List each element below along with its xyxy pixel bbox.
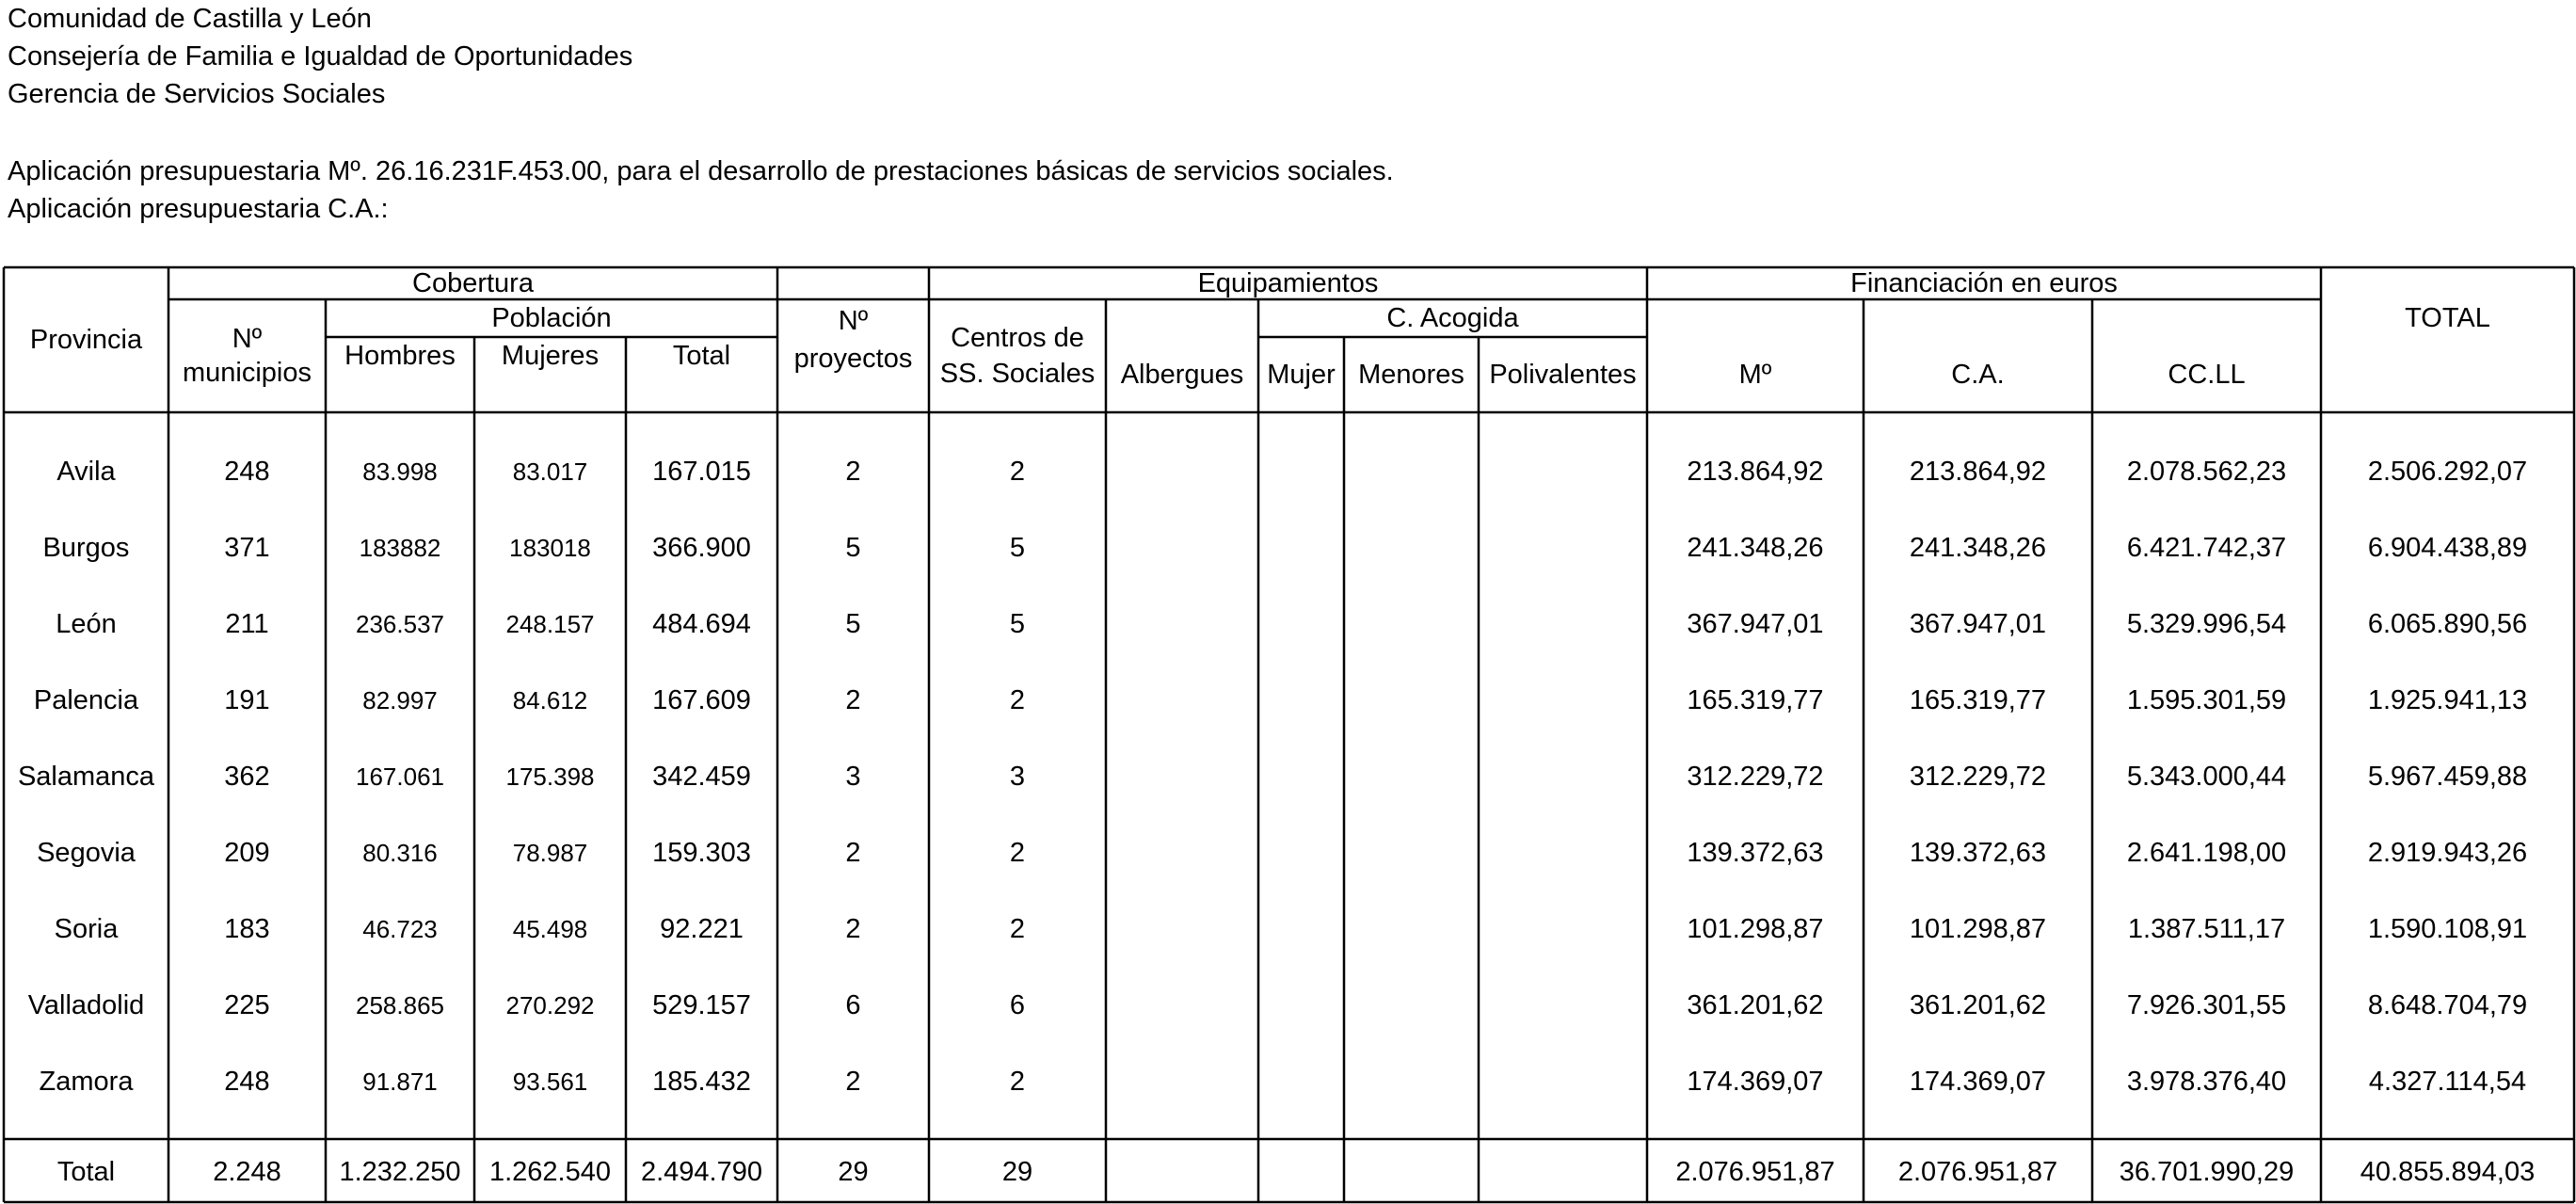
cell-m: 367.947,01: [1687, 608, 1824, 639]
cell-hombres: 83.998: [362, 457, 438, 486]
col-header-n-municipios: Nº municipios: [183, 324, 312, 388]
col-header-mujer: Mujer: [1267, 360, 1336, 390]
cell-total: 6.904.438,89: [2367, 532, 2528, 563]
col-header-ccll: CC.LL: [2168, 360, 2246, 390]
col-header-total-poblacion: Total: [672, 341, 731, 371]
cell-total: 8.648.704,79: [2367, 989, 2528, 1020]
total-cell-centros-ss: 29: [1001, 1156, 1033, 1187]
cell-total: 5.967.459,88: [2367, 761, 2528, 792]
cell-centros-ss: 2: [1009, 913, 1026, 944]
col-header-polivalentes: Polivalentes: [1489, 360, 1637, 390]
cell-total: 1.925.941,13: [2367, 684, 2528, 715]
total-cell-mujer: [1258, 1141, 1344, 1202]
cell-polivalentes: [1479, 738, 1647, 814]
cell-ccll: 1.595.301,59: [2126, 684, 2287, 715]
cell-n-proyectos: 5: [845, 532, 861, 563]
cell-centros-ss: 2: [1009, 837, 1026, 868]
cell-hombres: 167.061: [356, 762, 444, 791]
total-cell-albergues: [1106, 1141, 1258, 1202]
cell-mujer: [1258, 1043, 1344, 1119]
cell-total: 6.065.890,56: [2367, 608, 2528, 639]
total-cell-hombres: 1.232.250: [339, 1156, 461, 1187]
total-cell-provincia: Total: [56, 1156, 116, 1187]
cell-ccll: 7.926.301,55: [2126, 989, 2287, 1020]
cell-polivalentes: [1479, 967, 1647, 1043]
cell-mujer: [1258, 662, 1344, 738]
group-header-c-acogida: C. Acogida: [1386, 303, 1519, 333]
cell-menores: [1344, 738, 1479, 814]
cell-n-municipios: 225: [224, 989, 270, 1020]
cell-albergues: [1106, 814, 1258, 891]
cell-n-proyectos: 2: [845, 684, 861, 715]
cell-mujer: [1258, 891, 1344, 967]
cell-n-municipios: 362: [224, 761, 270, 792]
cell-ca: 174.369,07: [1909, 1066, 2047, 1097]
cell-m: 312.229,72: [1687, 761, 1824, 792]
cell-total-poblacion: 484.694: [652, 608, 751, 639]
cell-total-poblacion: 366.900: [652, 532, 751, 563]
cell-n-municipios: 209: [224, 837, 270, 868]
cell-mujeres: 45.498: [512, 914, 588, 943]
total-cell-m: 2.076.951,87: [1675, 1156, 1835, 1187]
cell-mujer: [1258, 586, 1344, 662]
total-cell-n-municipios: 2.248: [213, 1156, 281, 1187]
cell-menores: [1344, 586, 1479, 662]
cell-n-municipios: 248: [224, 1066, 270, 1097]
group-header-equipamientos: Equipamientos: [1197, 268, 1379, 298]
cell-total: 4.327.114,54: [2368, 1066, 2527, 1097]
cell-provincia: Zamora: [39, 1066, 134, 1097]
cell-ca: 165.319,77: [1909, 684, 2047, 715]
cell-provincia: León: [56, 608, 117, 639]
cell-n-municipios: 248: [224, 456, 270, 487]
cell-total: 1.590.108,91: [2367, 913, 2528, 944]
cell-mujeres: 248.157: [505, 609, 595, 638]
cell-mujeres: 83.017: [512, 457, 588, 486]
cell-n-proyectos: 2: [845, 456, 861, 487]
cell-mujeres: 84.612: [512, 685, 588, 714]
cell-mujer: [1258, 433, 1344, 509]
cell-ca: 101.298,87: [1909, 913, 2047, 944]
cell-n-proyectos: 2: [845, 837, 861, 868]
cell-total: 2.919.943,26: [2367, 837, 2528, 868]
cell-provincia: Segovia: [37, 837, 136, 868]
col-header-m: Mº: [1738, 360, 1772, 390]
cell-m: 241.348,26: [1687, 532, 1824, 563]
cell-menores: [1344, 662, 1479, 738]
cell-centros-ss: 2: [1009, 1066, 1026, 1097]
cell-ccll: 1.387.511,17: [2127, 913, 2286, 944]
cell-centros-ss: 5: [1009, 532, 1026, 563]
total-cell-ccll: 36.701.990,29: [2119, 1156, 2295, 1187]
col-header-centros-ss: Centros de SS. Sociales: [939, 323, 1096, 389]
cell-n-proyectos: 2: [845, 1066, 861, 1097]
cell-n-municipios: 191: [224, 684, 270, 715]
cell-mujer: [1258, 738, 1344, 814]
col-header-total: TOTAL: [2405, 303, 2490, 333]
cell-m: 165.319,77: [1687, 684, 1824, 715]
cell-albergues: [1106, 738, 1258, 814]
cell-mujer: [1258, 814, 1344, 891]
cell-m: 139.372,63: [1687, 837, 1824, 868]
cell-albergues: [1106, 509, 1258, 586]
cell-m: 361.201,62: [1687, 989, 1824, 1020]
cell-total-poblacion: 529.157: [652, 989, 751, 1020]
cell-centros-ss: 5: [1009, 608, 1026, 639]
cell-total-poblacion: 167.015: [652, 456, 751, 487]
cell-ccll: 5.343.000,44: [2126, 761, 2287, 792]
cell-ca: 312.229,72: [1909, 761, 2047, 792]
cell-polivalentes: [1479, 1043, 1647, 1119]
cell-centros-ss: 2: [1009, 456, 1026, 487]
col-header-n-proyectos: Nº proyectos: [793, 306, 913, 374]
cell-hombres: 258.865: [356, 990, 444, 1019]
cell-n-municipios: 183: [224, 913, 270, 944]
cell-hombres: 46.723: [362, 914, 438, 943]
cell-hombres: 91.871: [362, 1067, 438, 1096]
cell-polivalentes: [1479, 509, 1647, 586]
cell-mujeres: 270.292: [505, 990, 595, 1019]
col-header-mujeres: Mujeres: [501, 341, 600, 371]
cell-polivalentes: [1479, 586, 1647, 662]
cell-menores: [1344, 433, 1479, 509]
cell-n-proyectos: 6: [845, 989, 861, 1020]
cell-albergues: [1106, 586, 1258, 662]
total-cell-polivalentes: [1479, 1141, 1647, 1202]
cell-provincia: Salamanca: [17, 761, 155, 792]
cell-ccll: 5.329.996,54: [2126, 608, 2287, 639]
cell-polivalentes: [1479, 433, 1647, 509]
col-header-menores: Menores: [1358, 360, 1464, 390]
cell-m: 101.298,87: [1687, 913, 1824, 944]
cell-albergues: [1106, 967, 1258, 1043]
cell-total-poblacion: 342.459: [652, 761, 751, 792]
cell-provincia: Valladolid: [27, 989, 145, 1020]
cell-hombres: 236.537: [356, 609, 444, 638]
total-cell-ca: 2.076.951,87: [1897, 1156, 2058, 1187]
cell-centros-ss: 3: [1009, 761, 1026, 792]
group-header-financiacion: Financiación en euros: [1850, 268, 2118, 298]
cell-albergues: [1106, 1043, 1258, 1119]
total-cell-menores: [1344, 1141, 1479, 1202]
cell-provincia: Avila: [56, 456, 116, 487]
cell-mujer: [1258, 967, 1344, 1043]
cell-provincia: Palencia: [33, 684, 139, 715]
cell-mujeres: 175.398: [505, 762, 595, 791]
cell-ca: 213.864,92: [1909, 456, 2047, 487]
cell-polivalentes: [1479, 814, 1647, 891]
header-line-ministry: Consejería de Familia e Igualdad de Oportunidades: [8, 41, 633, 72]
cell-ca: 241.348,26: [1909, 532, 2047, 563]
cell-ccll: 2.078.562,23: [2126, 456, 2287, 487]
cell-polivalentes: [1479, 891, 1647, 967]
cell-total-poblacion: 92.221: [660, 913, 744, 944]
group-header-cobertura: Cobertura: [412, 268, 534, 298]
cell-n-proyectos: 2: [845, 913, 861, 944]
header-line-budget-ca: Aplicación presupuestaria C.A.:: [8, 194, 389, 224]
cell-mujeres: 93.561: [512, 1067, 588, 1096]
cell-m: 174.369,07: [1687, 1066, 1824, 1097]
header-line-community: Comunidad de Castilla y León: [8, 4, 372, 34]
cell-menores: [1344, 891, 1479, 967]
cell-menores: [1344, 1043, 1479, 1119]
total-cell-total: 40.855.894,03: [2360, 1156, 2536, 1187]
header-line-management: Gerencia de Servicios Sociales: [8, 79, 386, 109]
cell-hombres: 183882: [359, 533, 441, 562]
cell-hombres: 82.997: [362, 685, 438, 714]
cell-hombres: 80.316: [362, 838, 438, 867]
cell-mujeres: 78.987: [512, 838, 588, 867]
cell-total-poblacion: 167.609: [652, 684, 751, 715]
cell-menores: [1344, 967, 1479, 1043]
cell-albergues: [1106, 891, 1258, 967]
cell-menores: [1344, 509, 1479, 586]
col-header-albergues: Albergues: [1120, 360, 1244, 390]
cell-n-municipios: 371: [224, 532, 270, 563]
header-line-budget-m: Aplicación presupuestaria Mº. 26.16.231F.453.00, para el desarrollo de prestaciones básicas de servicios sociales.: [8, 156, 1394, 186]
cell-mujeres: 183018: [509, 533, 591, 562]
col-header-ca: C.A.: [1951, 360, 2005, 390]
cell-total-poblacion: 185.432: [652, 1066, 751, 1097]
cell-albergues: [1106, 433, 1258, 509]
cell-total: 2.506.292,07: [2367, 456, 2528, 487]
cell-ca: 361.201,62: [1909, 989, 2047, 1020]
col-header-hombres: Hombres: [344, 341, 456, 371]
total-cell-n-proyectos: 29: [838, 1156, 869, 1187]
cell-menores: [1344, 814, 1479, 891]
group-header-poblacion: Población: [491, 303, 612, 333]
cell-total-poblacion: 159.303: [652, 837, 751, 868]
cell-provincia: Burgos: [42, 532, 130, 563]
cell-provincia: Soria: [54, 913, 119, 944]
cell-ccll: 6.421.742,37: [2126, 532, 2287, 563]
col-header-provincia: Provincia: [29, 325, 143, 355]
cell-n-proyectos: 3: [845, 761, 861, 792]
cell-ca: 139.372,63: [1909, 837, 2047, 868]
cell-albergues: [1106, 662, 1258, 738]
cell-m: 213.864,92: [1687, 456, 1824, 487]
cell-ccll: 3.978.376,40: [2126, 1066, 2287, 1097]
cell-ccll: 2.641.198,00: [2126, 837, 2287, 868]
total-cell-mujeres: 1.262.540: [488, 1156, 611, 1187]
cell-n-municipios: 211: [225, 608, 269, 639]
cell-n-proyectos: 5: [845, 608, 861, 639]
total-cell-total-poblacion: 2.494.790: [640, 1156, 762, 1187]
cell-mujer: [1258, 509, 1344, 586]
cell-polivalentes: [1479, 662, 1647, 738]
cell-centros-ss: 6: [1009, 989, 1026, 1020]
cell-centros-ss: 2: [1009, 684, 1026, 715]
cell-ca: 367.947,01: [1909, 608, 2047, 639]
